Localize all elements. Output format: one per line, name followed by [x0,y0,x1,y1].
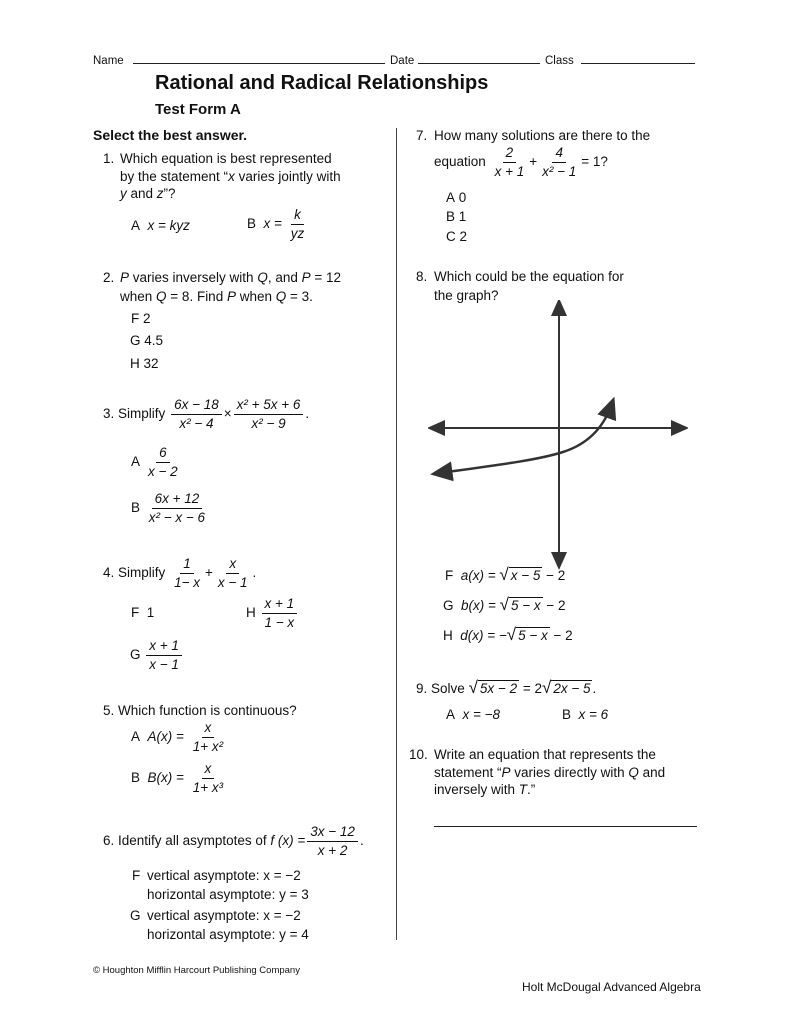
page-subtitle: Test Form A [155,101,241,118]
q4-h-fraction [262,596,298,631]
choice-lhs: x = [263,216,282,232]
denominator: 1+ x² [192,739,224,754]
q3-prompt [103,397,309,432]
q10-line3 [434,782,535,797]
period: . [359,833,364,849]
q2-text: = 12 [310,270,342,285]
q10-line2 [434,765,665,780]
q3-choice-b[interactable] [131,491,210,526]
radicand: 5x − 2 [479,681,518,696]
period: . [592,681,597,696]
q5-a-fraction [190,720,226,755]
choice-value: x = 6 [578,707,609,722]
q6-fraction [307,824,358,859]
denominator: x − 1 [149,657,179,672]
q3-fraction-1 [171,397,222,432]
choice-label: F [131,605,140,620]
radicand: 2x − 5 [553,681,591,696]
class-label: Class [545,55,574,67]
q6-text: Identify all asymptotes of [118,833,267,849]
q10-text: inversely with [434,782,519,797]
q2-var: Q [156,289,167,304]
choice-label: A [446,707,456,722]
q9-choice-a[interactable] [446,707,500,722]
radical-sign: √ [499,595,510,614]
denominator: x + 2 [317,843,348,858]
q4-fraction-1 [171,556,203,591]
q1-number: 1. [103,151,115,166]
q10-text: statement “ [434,765,502,780]
choice-label: F [132,868,141,883]
book-title: Holt McDougal Advanced Algebra [522,980,701,994]
choice-label: C [446,229,456,244]
denominator: x² − x − 6 [148,510,206,525]
q1-var: z [156,186,164,201]
radical-sign: √ [541,678,552,697]
numerator: 6x − 18 [171,397,222,415]
q6-prompt [103,824,364,859]
q5-prompt [103,703,297,718]
choice-label: A [131,454,140,470]
date-label: Date [390,55,415,67]
name-field[interactable] [133,51,385,64]
choice-label: A [446,190,456,205]
q7-fraction-2 [539,145,579,180]
q10-number: 10. [409,747,428,762]
choice-line: horizontal asymptote: y = 3 [147,887,309,902]
q10-answer-line[interactable] [434,826,697,827]
period: . [305,406,310,422]
q3-fraction-2 [234,397,304,432]
numerator: 6x + 12 [152,491,203,509]
q4-prompt [103,556,256,591]
choice-label: B [247,216,257,232]
numerator: x [226,556,239,574]
q1-line1: Which equation is best represented [120,151,332,166]
q8-line1: Which could be the equation for [434,269,624,284]
q1-text: varies jointly with [234,169,341,184]
instructions: Select the best answer. [93,127,248,143]
radical-sign: √ [499,565,509,584]
q4-choice-h[interactable] [246,596,299,631]
name-line[interactable] [93,51,385,67]
page-title: Rational and Radical Relationships [155,72,489,94]
choice-label: G [130,333,141,348]
choice-value: x = kyz [147,218,190,233]
q7-choice-a[interactable] [446,190,466,205]
q9-choice-b[interactable] [562,707,608,722]
q2-number: 2. [103,270,115,285]
radical-sign: √ [468,678,478,697]
q4-fraction-2 [215,556,251,591]
q8-number: 8. [416,269,428,284]
denominator: x + 1 [494,164,525,179]
q10-var: P [501,765,511,780]
q7-fraction-1 [492,145,528,180]
q2-var: P [120,270,130,285]
numerator: x + 1 [262,596,298,614]
choice-value: 1 [146,605,155,620]
numerator: 2 [503,145,517,163]
choice-value: 32 [143,356,159,371]
denominator: 1+ x³ [192,780,224,795]
period: . [252,565,257,581]
choice-label: G [443,598,454,613]
plus-sign: + [204,565,213,581]
q7-line2 [434,145,608,180]
date-field[interactable] [418,51,540,64]
q6-lhs: f (x) = [270,833,306,849]
choice-line: horizontal asymptote: y = 4 [147,927,309,942]
choice-lhs: b(x) = [461,598,500,613]
choice-tail: − 2 [542,568,566,583]
q5-b-fraction [190,761,226,796]
copyright: © Houghton Mifflin Harcourt Publishing Company [93,965,300,976]
q6-number: 6. [103,833,115,849]
q2-text: varies inversely with [129,270,258,285]
q1-text: ”? [163,186,176,201]
q2-line2 [120,289,313,304]
q9-text: Solve [431,681,465,696]
choice-label: H [246,605,256,621]
numerator: 4 [552,145,566,163]
q5-number: 5. [103,703,115,718]
q2-choice-g[interactable] [130,333,163,348]
q9-mid: = 2 [519,681,542,696]
choice-label: G [130,908,141,923]
radicand: 5 − x [511,598,541,613]
q10-var: T [518,782,528,797]
denominator: x² − 1 [542,164,577,179]
q1-var: y [120,186,127,201]
q8-choice-h[interactable] [443,625,573,645]
denominator: 1 − x [264,615,295,630]
numerator: k [291,207,304,225]
q1-text: by the statement “ [120,169,229,184]
radical-sign: √ [506,625,517,644]
choice-label: G [130,647,141,663]
q4-text: Simplify [118,565,166,581]
denominator: x² − 9 [251,416,286,431]
q4-number: 4. [103,565,115,581]
q3-choice-a[interactable] [131,445,183,480]
q8-graph [428,300,688,570]
denominator: yz [290,226,305,241]
numerator: x + 1 [146,638,182,656]
q2-text: when [235,289,276,304]
date-line[interactable] [390,51,540,67]
q7-choice-b[interactable] [446,209,466,224]
q5-choice-a[interactable] [131,720,228,755]
choice-tail: − 2 [542,598,566,613]
q5-text: Which function is continuous? [118,703,297,718]
numerator: 1 [180,556,194,574]
denominator: 1− x [174,575,200,590]
q7-line1: How many solutions are there to the [434,128,651,143]
q1-var: x [228,169,235,184]
choice-label: F [445,568,454,583]
q1-choice-a[interactable] [131,218,190,233]
choice-label: A [131,729,141,745]
choice-line: vertical asymptote: x = −2 [147,868,301,883]
radicand: x − 5 [510,568,541,583]
choice-lhs: A(x) = [147,729,184,745]
plus-sign: + [529,154,538,170]
q5-choice-b[interactable] [131,761,228,796]
q6-choice-g[interactable] [130,906,309,944]
q1-line3 [120,186,176,201]
numerator: x² + 5x + 6 [234,397,304,415]
q2-choice-h[interactable] [130,356,159,371]
q10-line1: Write an equation that represents the [434,747,656,762]
q8-choice-g[interactable] [443,595,566,615]
q2-text: = 8. Find [166,289,227,304]
numerator: 3x − 12 [307,824,358,842]
q7-text: equation [434,154,486,170]
choice-label: B [131,500,141,516]
choice-value: x = −8 [462,707,501,722]
q3-a-fraction [145,445,181,480]
numerator: x [202,720,215,738]
numerator: x [202,761,215,779]
q2-var: Q [257,270,268,285]
choice-label: H [130,356,140,371]
q3-b-fraction [146,491,208,526]
denominator: x² − 4 [179,416,214,431]
column-divider [396,128,397,940]
q9-number: 9. [416,681,428,696]
class-field[interactable] [581,51,695,64]
choice-lhs: a(x) = [460,568,500,583]
times-sign: × [223,406,232,422]
choice-tail: − 2 [549,628,573,643]
q2-line1 [120,270,341,285]
q10-text: varies directly with [510,765,629,780]
q7-choice-c[interactable] [446,229,467,244]
q4-choice-f[interactable] [131,605,154,620]
q6-choice-f[interactable] [132,866,309,904]
choice-label: H [443,628,453,643]
q10-text: .” [527,782,536,797]
q2-text: when [120,289,157,304]
choice-value: 0 [458,190,467,205]
q2-var: P [301,270,311,285]
q8-line2: the graph? [434,288,499,303]
q10-text: and [638,765,666,780]
q2-text: = 3. [286,289,313,304]
class-line[interactable] [545,51,695,67]
choice-lhs: d(x) = − [460,628,507,643]
q2-var: P [226,289,236,304]
choice-label: F [131,311,140,326]
q3-text: Simplify [118,406,166,422]
choice-label: B [446,209,456,224]
q8-choice-f[interactable] [445,565,565,585]
function-curve [440,406,611,473]
q7-rhs: = 1? [581,154,608,170]
q1-text: and [126,186,157,201]
q4-choice-g[interactable] [130,638,184,673]
q1-b-fraction [288,207,308,242]
q2-var: Q [275,289,287,304]
choice-value: 1 [458,209,467,224]
q2-choice-f[interactable] [131,311,151,326]
denominator: x − 2 [148,464,178,479]
q4-g-fraction [146,638,182,673]
choice-label: A [131,218,141,233]
choice-lhs: B(x) = [147,770,184,786]
q2-text: , and [267,270,302,285]
choice-label: B [131,770,141,786]
q10-var: Q [628,765,639,780]
denominator: x − 1 [217,575,248,590]
radicand: 5 − x [518,628,548,643]
q1-line2 [120,169,341,184]
q3-number: 3. [103,406,115,422]
choice-value: 4.5 [144,333,164,348]
choice-value: 2 [143,311,151,326]
q9-prompt [416,678,596,698]
choice-value: 2 [459,229,468,244]
q1-choice-b[interactable] [247,207,309,242]
choice-line: vertical asymptote: x = −2 [147,908,301,923]
numerator: 6 [156,445,170,463]
q7-number: 7. [416,128,428,143]
name-label: Name [93,55,124,67]
choice-label: B [562,707,572,722]
